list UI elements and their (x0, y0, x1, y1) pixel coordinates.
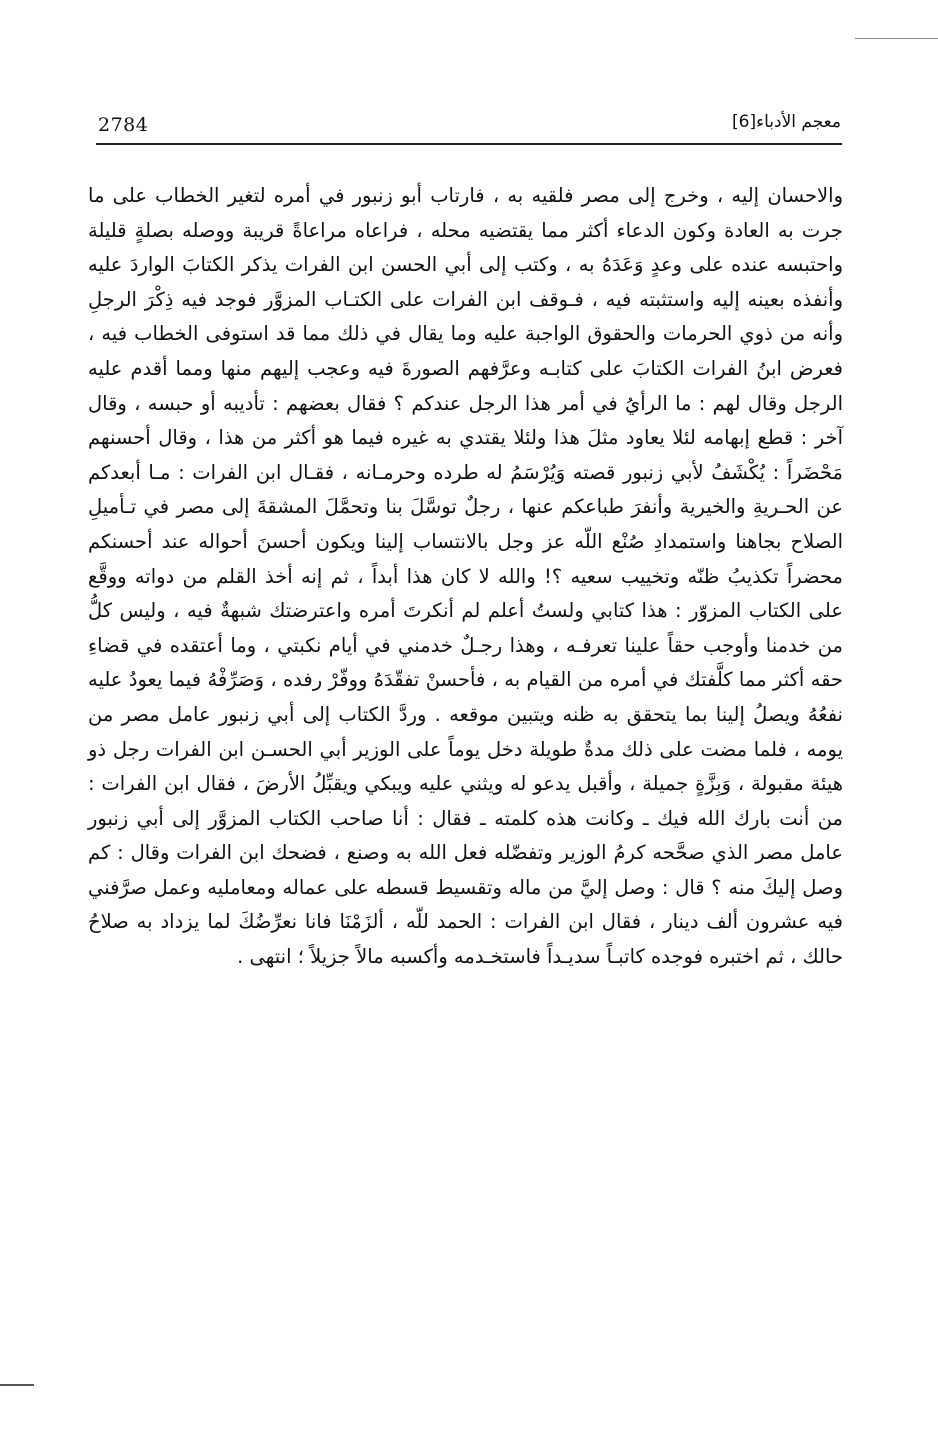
scan-edge-mark-bottom (0, 1384, 34, 1386)
running-header (98, 110, 841, 142)
body-paragraph: والاحسان إليه ، وخرج إلى مصر فلقيه به ، فارتاب أبو زنبور في أمره لتغير الخطاب على ما جرت به العادة وكون الدعاء أكثر مما يقتضيه محله ، فراعاه مراعاةً قريبة ووصله بصلةٍ قليلة واحتبسه عنده على وعدٍ وَعَدَهُ به ، وكتب إلى أبي الحسن ابن الفرات يذكر الكتابَ الواردَ عليه وأنفذه بعينه إليه واستثبته فيه ، فـوقف ابن الفرات على الكتـاب المزوَّر فوجد فيه ذِكْرَ الرجلِ وأنه من ذوي الحرمات والحقوق الواجبة عليه وما يقال في ذلك مما قد استوفى الخطاب فيه ، فعرض ابنُ الفرات الكتابَ على كتابـه وعرَّفهم الصورةَ فيه وعجب إليهم منها ومما أقدم عليه الرجل وقال لهم : ما الرأيُ في أمر هذا الرجل عندكم ؟ فقال بعضهم : تأديبه أو حبسه ، وقال آخر : قطع إبهامه لئلا يعاود مثلَ هذا ولئلا يقتدي به غيره فيما هو أكثر من هذا ، وقال أحسنهم مَحْضَراً : يُكْشَفُ لأبي زنبور قصته وَيُرْسَمُ له طرده وحرمـانه ، فقـال ابن الفرات : مـا أبعدكم عن الحـريةِ والخيرية وأنفرَ طباعكم عنها ، رجلٌ توسَّلَ بنا وتحمَّلَ المشقةَ إلى مصر في تـأميلِ الصلاح بجاهنا واستمدادِ صُنْع اللّه عز وجل بالانتساب إلينا ويكون أحسنَ أحواله عند أحسنكم محضراً تكذيبُ ظنّه وتخييب سعيه ؟! والله لا كان هذا أبداً ، ثم إنه أخذ القلم من دواته ووقَّع على الكتاب المزوّر : هذا كتابي ولستُ أعلم لم أنكرتَ أمره واعترضتك شبهةٌ فيه ، وليس كلُّ من خدمنا وأوجب حقاً علينا تعرفـه ، وهذا رجـلٌ خدمني في أيام نكبتي ، وما أعتقده في قضاءِ حقه أكثر مما كلَّفتك في أمره من القيام به ، فأحسنْ تفقّدَهُ ووفّرْ رفده ، وَصَرِّفْهُ فيما يعودُ عليه نفعُهُ ويصلُ إلينا بما يتحقق به ظنه ويتبين موقعه . وردَّ الكتاب إلى أبي زنبور عامل مصر من يومه ، فلما مضت على ذلك مدةٌ طويلة دخل يوماً على الوزير أبي الحسـن ابن الفرات رجل ذو هيئة مقبولة ، وَبِزَّةٍ جميلة ، وأقبل يدعو له ويثني عليه ويبكي ويقبِّلُ الأرضَ ، فقال ابن الفرات : من أنت بارك الله فيك ـ وكانت هذه كلمته ـ فقال : أنا صاحب الكتاب المزوَّر إلى أبي زنبور عامل مصر الذي صحَّحه كرمُ الوزير وتفضّله فعل الله به وصنع ، فضحك ابن الفرات وقال : كم وصل إليكَ منه ؟ قال : وصل إليَّ من ماله وتقسيط قسطه على عماله ومعامليه وعمل صرَّفني فيه عشرون ألف دينار ، فقال ابن الفرات : الحمد للّه ، ألزَمْنَا فانا نعرِّضُكَ لما يزداد به صلاحُ حالك ، ثم اختبره فوجده كاتبـاً سديـداً فاستخـدمه وأكسبه مالاً جزيلاً ؛ انتهى . (88, 184, 843, 969)
book-title: معجم الأدباء[6] (732, 112, 841, 132)
header-rule (96, 143, 842, 145)
page-number: 2784 (98, 114, 149, 136)
scan-edge-mark (855, 38, 938, 39)
